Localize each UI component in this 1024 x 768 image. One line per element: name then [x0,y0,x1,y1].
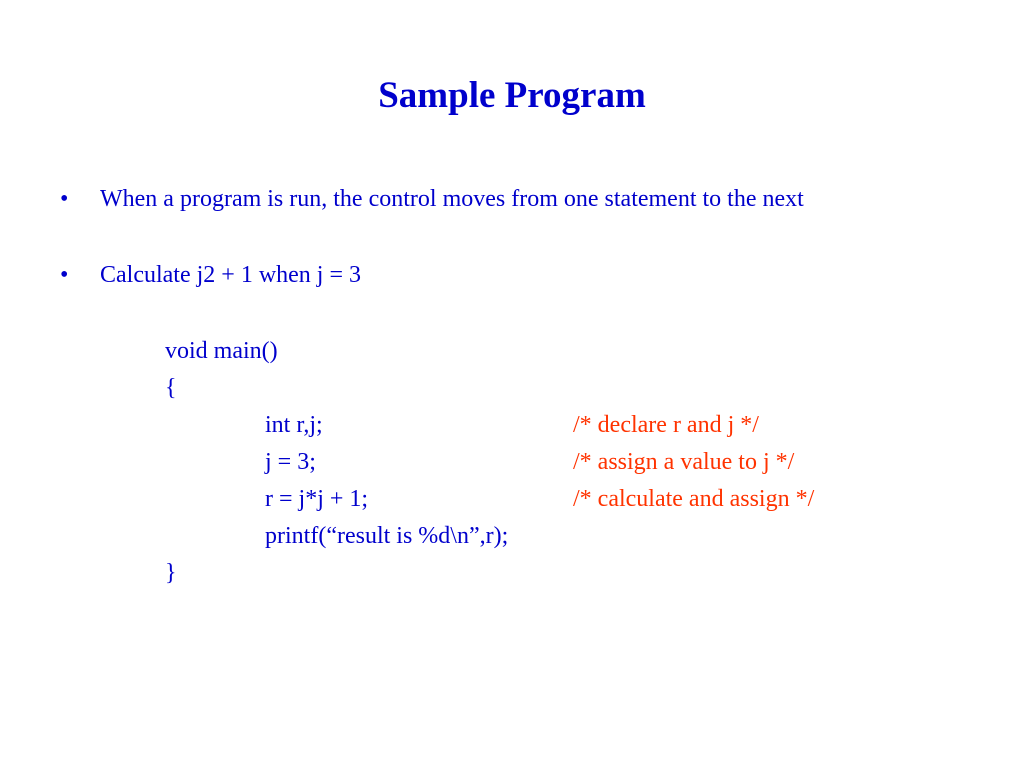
bullet-marker: • [60,262,69,288]
bullet-marker: • [60,186,69,212]
code-open-brace: { [165,375,177,401]
code-comment: /* declare r and j */ [573,412,759,438]
code-comment: /* assign a value to j */ [573,449,795,475]
code-statement: j = 3; [265,449,316,475]
code-function-signature: void main() [165,338,278,364]
slide-title: Sample Program [378,75,646,116]
code-statement: int r,j; [265,412,323,438]
bullet-item [60,184,804,214]
bullet-text: Calculate j2 + 1 when j = 3 [100,262,362,288]
code-statement: r = j*j + 1; [265,486,369,512]
code-statement: printf(“result is %d\n”,r); [265,523,509,549]
bullet-item [60,260,361,290]
code-comment: /* calculate and assign */ [573,486,815,512]
code-close-brace: } [165,560,177,586]
bullet-text: When a program is run, the control moves from one statement to the next [100,186,804,212]
